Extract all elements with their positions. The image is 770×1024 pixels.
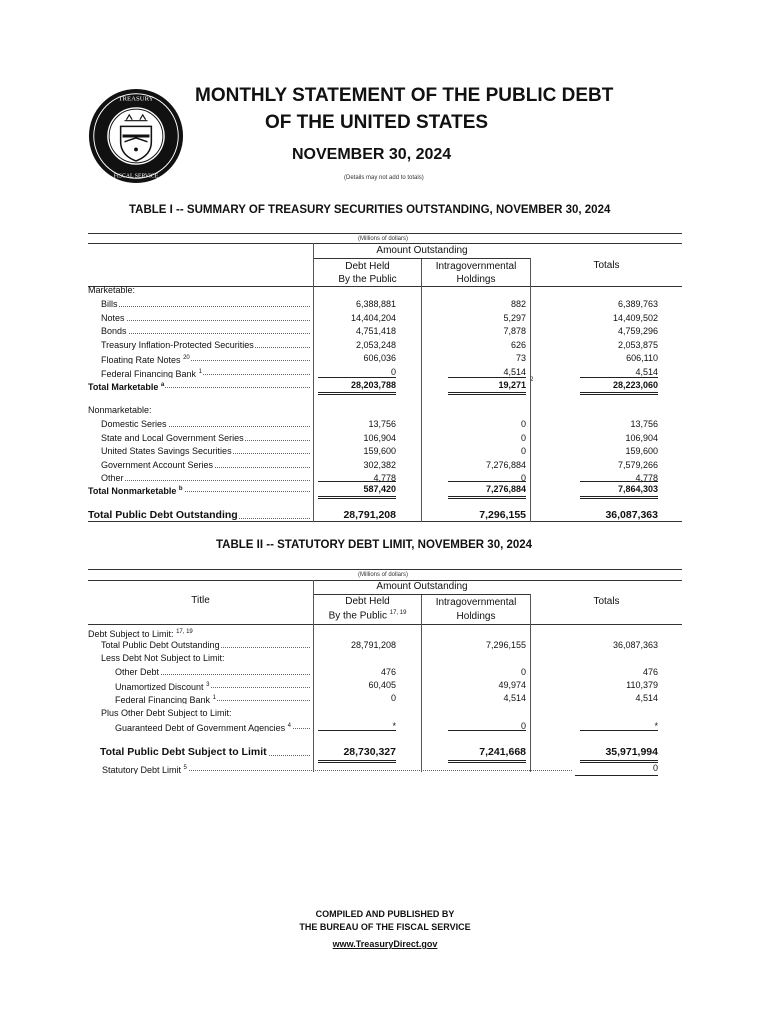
row-value-v2: 5,297 (503, 312, 526, 323)
row-value-v3: 476 (642, 667, 658, 677)
total-nonmarketable-public: 587,420 (363, 484, 396, 494)
row-value-v1: 159,600 (363, 446, 396, 456)
row-label: State and Local Government Series (101, 432, 310, 444)
row-label: Notes (101, 312, 310, 324)
row-value-v3: 4,514 (635, 366, 658, 377)
statement-date: NOVEMBER 30, 2024 (292, 146, 452, 163)
row-value-v1: 0 (390, 366, 396, 377)
total-nonmarketable-label: Total Nonmarketable $^b$ (88, 483, 310, 495)
row-label: Domestic Series (101, 418, 310, 430)
table1-col-totals: Totals (593, 260, 620, 271)
row-value-v3: 4,514 (635, 693, 658, 703)
footer-bureau: THE BUREAU OF THE FISCAL SERVICE (299, 922, 471, 932)
row-value-v3: 13,756 (630, 419, 658, 429)
total-marketable-totals: 28,223,060 (612, 380, 658, 390)
row-value-v1: 13,756 (368, 419, 396, 429)
row-label: United States Savings Securities (101, 445, 310, 457)
row-value-v2: 4,514 (503, 693, 526, 703)
row-label: Federal Financing Bank $^1$ (101, 366, 310, 378)
row-value-v2: 0 (520, 432, 526, 443)
row-label: Total Public Debt Outstanding (101, 639, 310, 651)
row-value-v3: 110,379 (626, 680, 658, 690)
row-label: Other (101, 472, 310, 484)
row-value-v1: 476 (380, 667, 396, 677)
row-value-v1: 2,053,248 (355, 339, 396, 350)
row-value-v2: 626 (510, 339, 526, 350)
total-public-debt-public: 28,791,208 (343, 509, 396, 521)
row-value-v2: 7,296,155 (485, 640, 526, 650)
treasurydirect-link[interactable]: www.TreasuryDirect.gov (332, 939, 438, 949)
table1-col-debt-held: Debt Held By the Public (338, 261, 397, 285)
row-value-v2: 4,514 (503, 366, 526, 377)
total-public-debt-label: Total Public Debt Outstanding (88, 508, 310, 522)
total-nonmarketable-intragov: 7,276,884 (485, 484, 526, 494)
total-public-debt-totals: 36,087,363 (605, 509, 658, 521)
table2-col-debt-held: Debt Held (345, 596, 390, 607)
row-value-v1: 6,388,881 (355, 299, 396, 309)
row-value-v3: 7,579,266 (617, 459, 658, 470)
total-subject-public: 28,730,327 (343, 746, 396, 758)
total-subject-label: Total Public Debt Subject to Limit (100, 745, 310, 759)
row-value-v1: 0 (390, 693, 396, 703)
svg-text:FISCAL SERVICE: FISCAL SERVICE (113, 173, 159, 180)
row-value-v3: 2,053,875 (617, 339, 658, 350)
row-value-v1: 60,405 (368, 680, 396, 690)
row-label: Treasury Inflation-Protected Securities (101, 339, 310, 351)
row-value-v3: 106,904 (625, 432, 658, 443)
row-value-v2: 7,878 (503, 326, 526, 336)
total-marketable-intragov-footnote: 2 (530, 377, 534, 383)
row-value-v3: 159,600 (625, 446, 658, 456)
row-value-v3: 606,110 (626, 353, 658, 363)
total-marketable-label: Total Marketable $^a$ (88, 379, 310, 391)
table1-amount-header: Amount Outstanding (376, 245, 468, 256)
row-label: Other Debt (115, 666, 310, 678)
row-value-v1: 14,404,204 (350, 312, 396, 323)
row-value-v2: 0 (520, 446, 526, 456)
row-value-v3: 4,778 (635, 473, 658, 483)
total-nonmarketable-totals: 7,864,303 (617, 484, 658, 494)
table2-title: TABLE II -- STATUTORY DEBT LIMIT, NOVEMBER 30, 2024 (216, 539, 533, 551)
table2-amount-header: Amount Outstanding (376, 581, 468, 592)
document-title: MONTHLY STATEMENT OF THE PUBLIC DEBT (195, 85, 614, 106)
table1-col-intragov: Intragovernmental Holdings (435, 261, 517, 285)
row-value-v2: 73 (515, 353, 526, 363)
total-marketable-intragov: 19,271 (498, 380, 526, 390)
row-label: Bonds (101, 325, 310, 337)
row-value-v3: 36,087,363 (612, 640, 658, 650)
row-value-v2: 0 (520, 667, 526, 677)
document-title-line2: OF THE UNITED STATES (265, 112, 489, 133)
table2-col-intragov: Intragovernmental Holdings (435, 597, 517, 622)
total-marketable-public: 28,203,788 (350, 380, 396, 390)
row-value-v3: 4,759,296 (617, 326, 658, 336)
total-subject-totals: 35,971,994 (605, 746, 658, 758)
total-subject-intragov: 7,241,668 (479, 746, 526, 758)
row-value-v2: 882 (510, 299, 526, 309)
row-value-v2: 49,974 (498, 680, 526, 690)
row-value-v3: * (654, 721, 658, 731)
details-note: (Details may not add to totals) (344, 175, 424, 181)
row-label: Unamortized Discount $^3$ (115, 679, 310, 691)
row-value-v3: 6,389,763 (617, 299, 658, 309)
treasury-seal-logo (88, 88, 184, 184)
row-label: Government Account Series (101, 459, 310, 471)
table2-col-debt-held-line2: By the Public $^{17, 19}$ (328, 610, 407, 622)
row-label: Less Debt Not Subject to Limit: (101, 653, 225, 663)
row-value-v1: 302,382 (363, 459, 396, 470)
table2-units: (Millions of dollars) (358, 572, 409, 578)
row-value-v1: 28,791,208 (350, 640, 396, 650)
table2-col-title: Title (191, 595, 210, 606)
footer-link-wrap (0, 939, 770, 949)
row-value-v1: * (392, 721, 396, 731)
footer-compiled-by: COMPILED AND PUBLISHED BY (315, 909, 455, 919)
row-value-v1: 4,751,418 (355, 326, 396, 336)
row-label: Bills (101, 298, 310, 310)
total-public-debt-intragov: 7,296,155 (479, 509, 526, 521)
row-value-v2: 7,276,884 (485, 459, 526, 470)
row-value-v1: 4,778 (373, 473, 396, 483)
row-value-v2: 0 (520, 721, 526, 731)
row-value-v2: 0 (520, 473, 526, 483)
row-value-v1: 606,036 (363, 353, 396, 363)
row-label: Guaranteed Debt of Government Agencies $^4$ (115, 720, 310, 732)
row-value-v2: 0 (520, 419, 526, 429)
row-label: Plus Other Debt Subject to Limit: (101, 708, 232, 718)
row-label: Floating Rate Notes $^{20}$ (101, 352, 310, 364)
row-value-v3: 14,409,502 (612, 312, 658, 323)
nonmarketable-label: Nonmarketable: (88, 405, 152, 415)
marketable-label: Marketable: (88, 285, 136, 295)
row-label: Federal Financing Bank $^1$ (115, 692, 310, 704)
debt-subject-label: Debt Subject to Limit: $^{17, 19}$ (88, 629, 193, 639)
statutory-limit-label: Statutory Debt Limit $^5$ (102, 762, 572, 774)
statutory-limit-totals: 0 (652, 763, 658, 773)
table1-units: (Millions of dollars) (358, 236, 409, 242)
table1-title: TABLE I -- SUMMARY OF TREASURY SECURITIES OUTSTANDING, NOVEMBER 30, 2024 (129, 204, 611, 216)
table2-col-totals: Totals (593, 596, 620, 607)
svg-text:TREASURY: TREASURY (118, 95, 154, 103)
row-value-v1: 106,904 (363, 432, 396, 443)
